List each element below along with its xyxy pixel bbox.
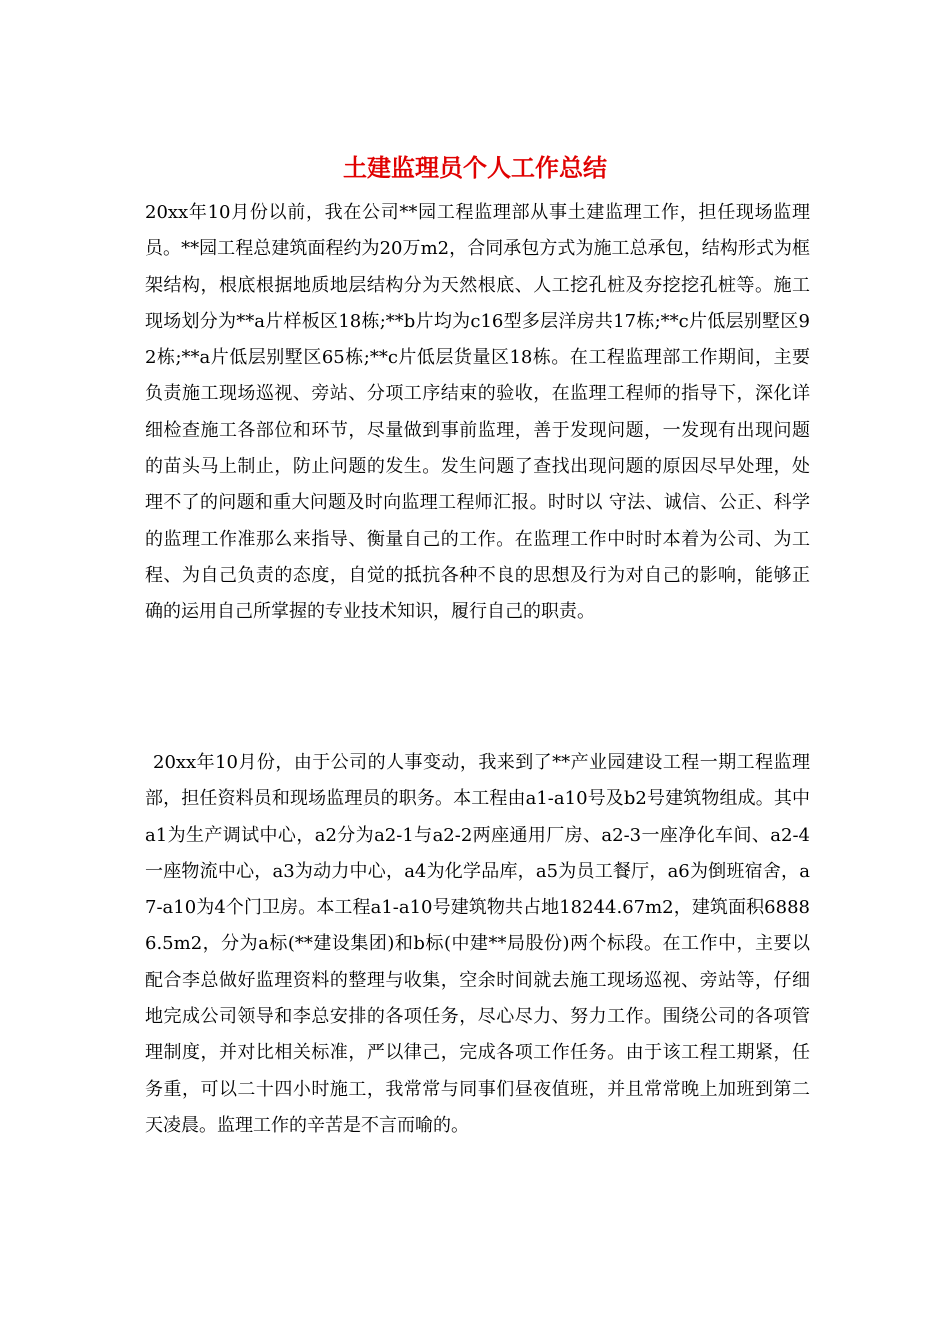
paragraph-1: 20xx年10月份以前，我在公司**园工程监理部从事土建监理工作，担任现场监理员。**园工程总建筑面程约为20万m2，合同承包方式为施工总承包，结构形式为框架结构，根底根据地质地层结构分为天然根底、人工挖孔桩及夯挖挖孔桩等。施工现场划分为**a片样板区18栋;**b片均为c16型多层洋房共17栋;**c片低层别墅区92栋;**a片低层别墅区65栋;**c片低层货量区18栋。在工程监理部工作期间，主要负责施工现场巡视、旁站、分项工序结束的验收，在监理工程师的指导下，深化详细检查施工各部位和环节，尽量做到事前监理，善于发现问题，一发现有出现问题的苗头马上制止，防止问题的发生。发生问题了查找出现问题的原因尽早处理，处理不了的问题和重大问题及时向监理工程师汇报。时时以 守法、诚信、公正、科学 的监理工作准那么来指导、衡量自己的工作。在监理工作中时时本着为公司、为工程、为自己负责的态度，自觉的抵抗各种不良的思想及行为对自己的影响，能够正确的运用自己所掌握的专业技术知识，履行自己的职责。 <box>145 202 810 623</box>
document-title: 土建监理员个人工作总结 <box>343 154 607 182</box>
paragraph-2: 20xx年10月份，由于公司的人事变动，我来到了**产业园建设工程一期工程监理部，担任资料员和现场监理员的职务。本工程由a1-a10号及b2号建筑物组成。其中a1为生产调试中心，a2分为a2-1与a2-2两座通用厂房、a2-3一座净化车间、a2-4一座物流中心，a3为动力中心，a4为化学品库，a5为员工餐厅，a6为倒班宿舍，a7-a10为4个门卫房。本工程a1-a10号建筑物共占地18244.67m2，建筑面积68886.5m2，分为a标(**建设集团)和b标(中建**局股份)两个标段。在工作中，主要以配合李总做好监理资料的整理与收集，空余时间就去施工现场巡视、旁站等，仔细地完成公司领导和李总安排的各项任务，尽心尽力、努力工作。围绕公司的各项管理制度，并对比相关标准，严以律己，完成各项工作任务。由于该工程工期紧，任务重，可以二十四小时施工，我常常与同事们昼夜值班，并且常常晚上加班到第二天凌晨。监理工作的辛苦是不言而喻的。 <box>145 752 810 1136</box>
